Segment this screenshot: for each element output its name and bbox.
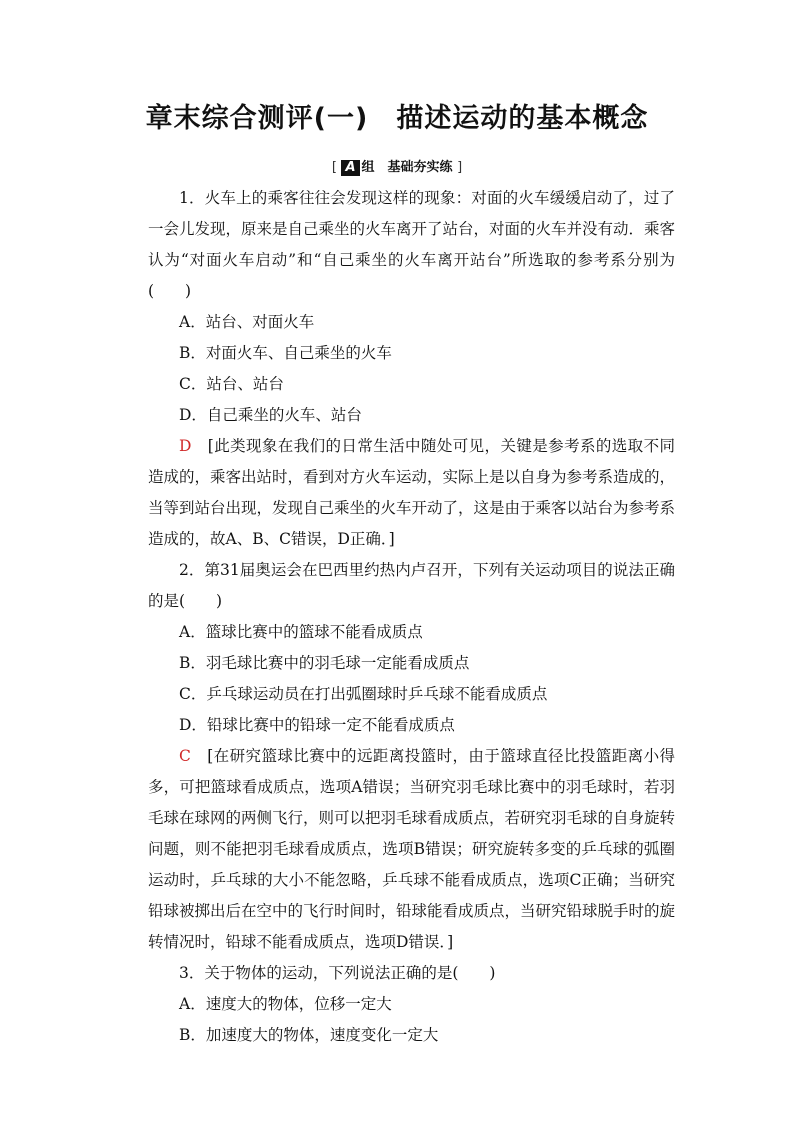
question-1-answer	[148, 431, 675, 555]
title-chapter: 章末综合测评(一)	[145, 103, 369, 134]
question-3-option-b: B．加速度大的物体，速度变化一定大	[179, 1026, 439, 1044]
group-badge: A	[341, 160, 359, 176]
question-1-answer-letter: D	[179, 437, 192, 455]
question-2-explanation: [在研究篮球比赛中的远距离投篮时，由于篮球直径比投篮距离小得多，可把篮球看成质点，选项A错误；当研究羽毛球比赛中的羽毛球时，若羽毛球在球网的两侧飞行，则可以把羽毛球看成质点，若研究羽毛球的自身旋转问题，则不能把羽毛球看成质点，选项B错误；研究旋转多变的乒乓球的弧圈运动时，乒乓球的大小不能忽略，乒乓球不能看成质点，选项C正确；当研究铅球被掷出后在空中的飞行时间时，铅球能看成质点，当研究铅球脱手时的旋转情况时，铅球不能看成质点，选项D错误．]	[148, 747, 676, 951]
group-open-bracket: [	[331, 160, 337, 175]
question-2-option-c: C．乒乓球运动员在打出弧圈球时乒乓球不能看成质点	[179, 685, 548, 703]
question-3-option-a: A．速度大的物体，位移一定大	[179, 995, 392, 1013]
question-2-answer-letter: C	[179, 747, 191, 765]
question-2-stem: 2．第31届奥运会在巴西里约热内卢召开，下列有关运动项目的说法正确的是( )	[148, 561, 675, 610]
group-text: 组 基础夯实练	[361, 160, 453, 175]
question-1-option-d: D．自己乘坐的火车、站台	[179, 406, 362, 424]
question-1-option-b: B．对面火车、自己乘坐的火车	[179, 344, 392, 362]
question-2-option-a: A．篮球比赛中的篮球不能看成质点	[179, 623, 423, 641]
group-label	[0, 156, 794, 176]
group-close-bracket: ]	[457, 160, 463, 175]
question-1-stem: 1．火车上的乘客往往会发现这样的现象：对面的火车缓缓启动了，过了一会儿发现，原来是自己乘坐的火车离开了站台，对面的火车并没有动．乘客认为“对面火车启动”和“自己乘坐的火车离开站台”所选取的参考系分别为( )	[148, 189, 676, 300]
question-2-option-d: D．铅球比赛中的铅球一定不能看成质点	[179, 716, 455, 734]
page-title	[0, 96, 794, 135]
question-1-option-c: C．站台、站台	[179, 375, 284, 393]
question-content	[148, 183, 675, 1051]
title-topic: 描述运动的基本概念	[396, 103, 649, 134]
question-3-stem: 3．关于物体的运动，下列说法正确的是( )	[179, 964, 496, 982]
question-1-explanation: [此类现象在我们的日常生活中随处可见，关键是参考系的选取不同造成的，乘客出站时，看到对方火车运动，实际上是以自身为参考系造成的，当等到站台出现，发现自己乘坐的火车开动了，这是由于乘客以站台为参考系造成的，故A、B、C错误，D正确．]	[148, 437, 676, 548]
question-1-option-a: A．站台、对面火车	[179, 313, 315, 331]
question-2-answer	[148, 741, 675, 958]
question-2-option-b: B．羽毛球比赛中的羽毛球一定能看成质点	[179, 654, 470, 672]
